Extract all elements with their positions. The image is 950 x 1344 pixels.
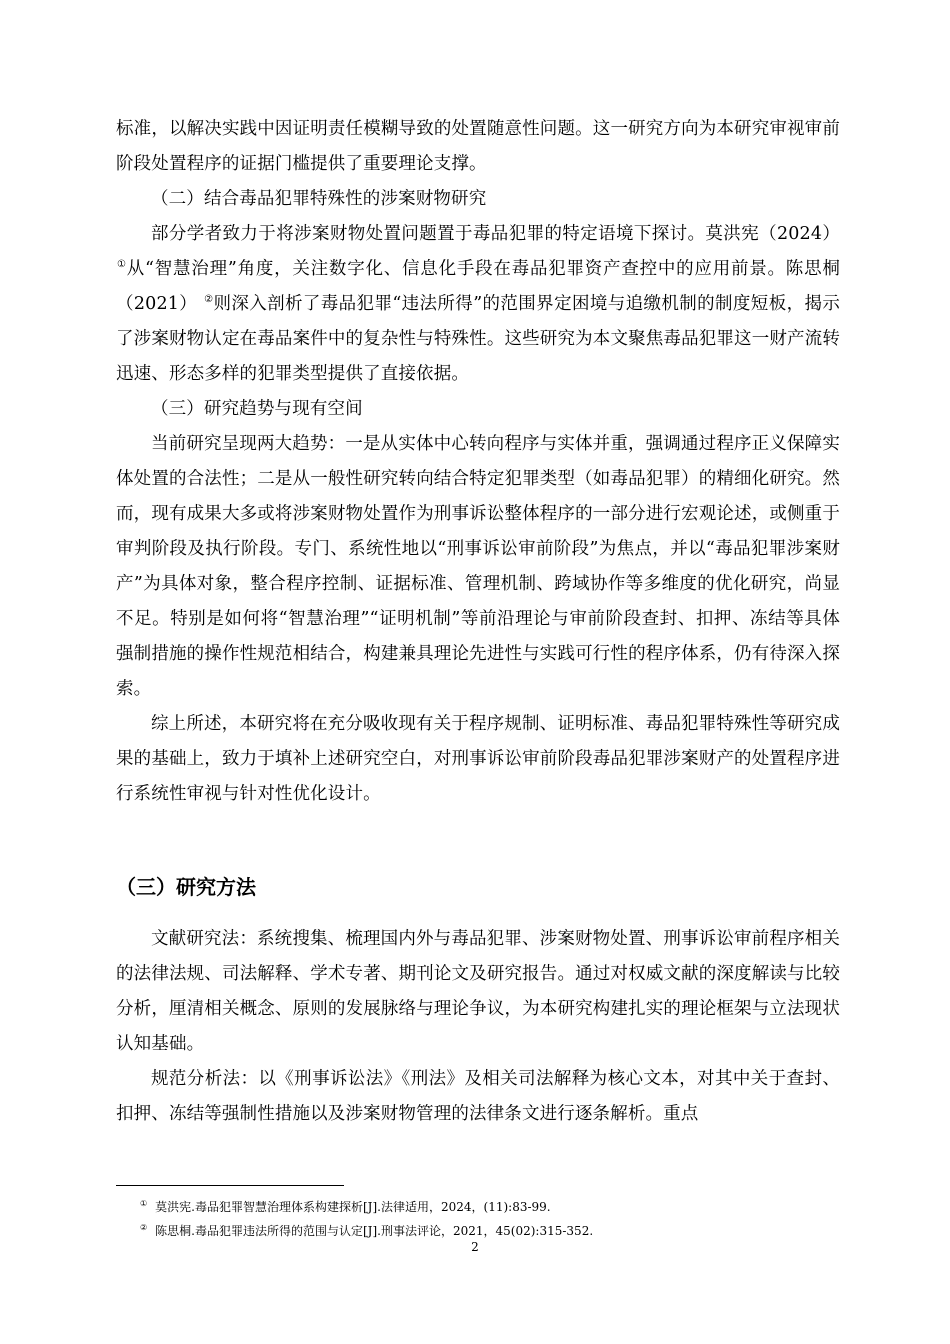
paragraph-summary: 综上所述，本研究将在充分吸收现有关于程序规制、证明标准、毒品犯罪特殊性等研究成果的基础上，致力于填补上述研究空白，对刑事诉讼审前阶段毒品犯罪涉案财产的处置程序进行系统性审视与针对性优化设计。: [116, 714, 840, 804]
subheading-research-trends: （三）研究趋势与现有空间: [151, 399, 363, 419]
footnote-reference-1[interactable]: ①: [117, 259, 127, 271]
paragraph-text-part: 则深入剖析了毒品犯罪“违法所得”的范围界定困境与追缴机制的制度短板，揭示了涉案财物认定在毒品案件中的复杂性与特殊性。这些研究为本文聚焦毒品犯罪这一财产流转迅速、形态多样的犯罪类型提供了直接依据。: [116, 294, 841, 384]
paragraph-drug-crime-scholars: [116, 217, 840, 392]
subheading-drug-crime-property-research: （二）结合毒品犯罪特殊性的涉案财物研究: [151, 189, 487, 209]
body-section-research-methods: [116, 922, 840, 1132]
footnote-text: 陈思桐.毒品犯罪违法所得的范围与认定[J].刑事法评论，2021，45(02):315-352.: [155, 1224, 594, 1238]
footnote-separator: [116, 1185, 344, 1186]
footnotes: [140, 1195, 840, 1243]
footnote-1: [140, 1195, 840, 1219]
footnote-reference-2[interactable]: ②: [204, 294, 214, 306]
paragraph-literature-method: 文献研究法：系统搜集、梳理国内外与毒品犯罪、涉案财物处置、刑事诉讼审前程序相关的法律法规、司法解释、学术专著、期刊论文及研究报告。通过对权威文献的深度解读与比较分析，厘清相关概念、原则的发展脉络与理论争议，为本研究构建扎实的理论框架与立法现状认知基础。: [116, 929, 840, 1054]
page-number: 2: [471, 1240, 479, 1254]
section-heading-research-methods: （三）研究方法: [116, 875, 256, 899]
paragraph-text-part: 从“智慧治理”角度，关注数字化、信息化手段在毒品犯罪资产查控中的应用前景。陈思桐（2021）: [116, 259, 840, 314]
footnote-mark: ②: [140, 1223, 148, 1232]
body-section-literature-review: [116, 112, 840, 812]
paragraph-continuation: 标准，以解决实践中因证明责任模糊导致的处置随意性问题。这一研究方向为本研究审视审前阶段处置程序的证据门槛提供了重要理论支撑。: [116, 119, 840, 174]
paragraph-text-part: 部分学者致力于将涉案财物处置问题置于毒品犯罪的特定语境下探讨。莫洪宪（2024）: [151, 224, 840, 244]
paragraph-normative-analysis: 规范分析法：以《刑事诉讼法》《刑法》及相关司法解释为核心文本，对其中关于查封、扣押、冻结等强制性措施以及涉案财物管理的法律条文进行逐条解析。重点: [116, 1069, 840, 1124]
footnote-mark: ①: [140, 1199, 148, 1208]
paragraph-research-trends: 当前研究呈现两大趋势：一是从实体中心转向程序与实体并重，强调通过程序正义保障实体处置的合法性；二是从一般性研究转向结合特定犯罪类型（如毒品犯罪）的精细化研究。然而，现有成果大多或将涉案财物处置作为刑事诉讼整体程序的一部分进行宏观论述，或侧重于审判阶段及执行阶段。专门、系统性地以“刑事诉讼审前阶段”为焦点，并以“毒品犯罪涉案财产”为具体对象，整合程序控制、证据标准、管理机制、跨域协作等多维度的优化研究，尚显不足。特别是如何将“智慧治理”“证明机制”等前沿理论与审前阶段查封、扣押、冻结等具体强制措施的操作性规范相结合，构建兼具理论先进性与实践可行性的程序体系，仍有待深入探索。: [116, 434, 840, 699]
footnote-text: 莫洪宪.毒品犯罪智慧治理体系构建探析[J].法律适用，2024，(11):83-99.: [155, 1200, 551, 1214]
